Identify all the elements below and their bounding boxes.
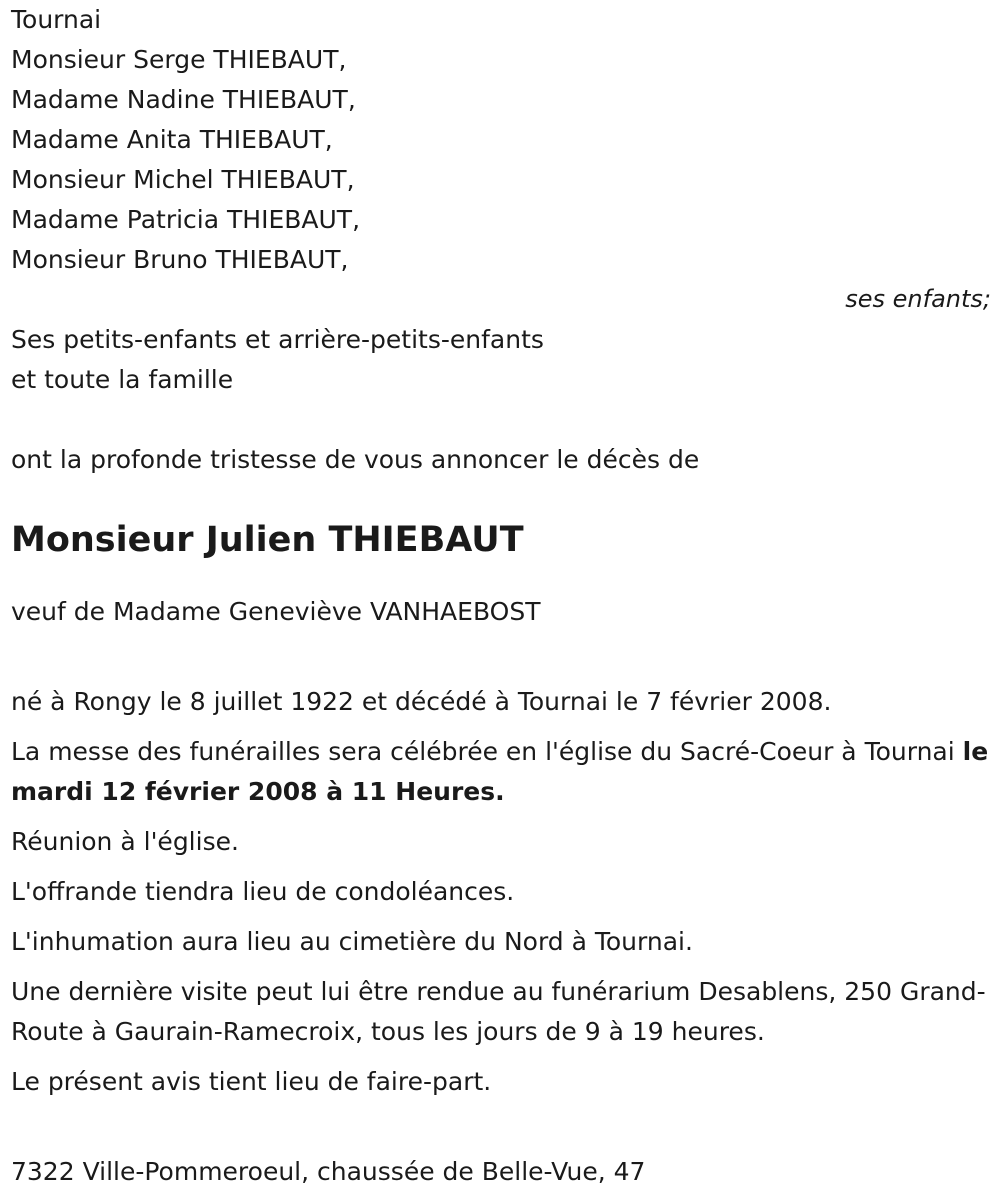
- child-name: Madame Nadine THIEBAUT,: [11, 85, 356, 114]
- child-name: Monsieur Bruno THIEBAUT,: [11, 245, 349, 274]
- child-name: Madame Anita THIEBAUT,: [11, 125, 333, 154]
- burial: L'inhumation aura lieu au cimetière du Nord à Tournai.: [11, 927, 693, 956]
- family: et toute la famille: [11, 365, 234, 394]
- visit: Une dernière visite peut lui être rendue au funérarium Desablens, 250 Grand-Route à Gaurain-Ramecroix, tous les jours de 9 à 19 heures.: [11, 977, 986, 1046]
- announcement: ont la profonde tristesse de vous annoncer le décès de: [11, 445, 700, 474]
- city: Tournai: [11, 5, 102, 34]
- child-name: Monsieur Michel THIEBAUT,: [11, 165, 355, 194]
- children-role: ses enfants;: [845, 285, 991, 313]
- meeting: Réunion à l'église.: [11, 827, 239, 856]
- child-name: Monsieur Serge THIEBAUT,: [11, 45, 347, 74]
- grandchildren: Ses petits-enfants et arrière-petits-enfants: [11, 325, 544, 354]
- funeral-text: La messe des funérailles sera célébrée en l'église du Sacré-Coeur à Tournai: [11, 737, 963, 766]
- offering: L'offrande tiendra lieu de condoléances.: [11, 877, 515, 906]
- obituary-notice: [11, 0, 991, 1192]
- deceased-name: Monsieur Julien THIEBAUT: [11, 520, 524, 560]
- address: 7322 Ville-Pommeroeul, chaussée de Belle-Vue, 47: [11, 1157, 646, 1186]
- funeral-datetime: le mardi 12 février 2008 à 11 Heures.: [11, 737, 989, 806]
- notice: Le présent avis tient lieu de faire-part.: [11, 1067, 492, 1096]
- funeral-info: [11, 732, 991, 812]
- birth-death: né à Rongy le 8 juillet 1922 et décédé à Tournai le 7 février 2008.: [11, 687, 832, 716]
- widower-of: veuf de Madame Geneviève VANHAEBOST: [11, 597, 541, 626]
- child-name: Madame Patricia THIEBAUT,: [11, 205, 361, 234]
- children-list: [11, 40, 991, 280]
